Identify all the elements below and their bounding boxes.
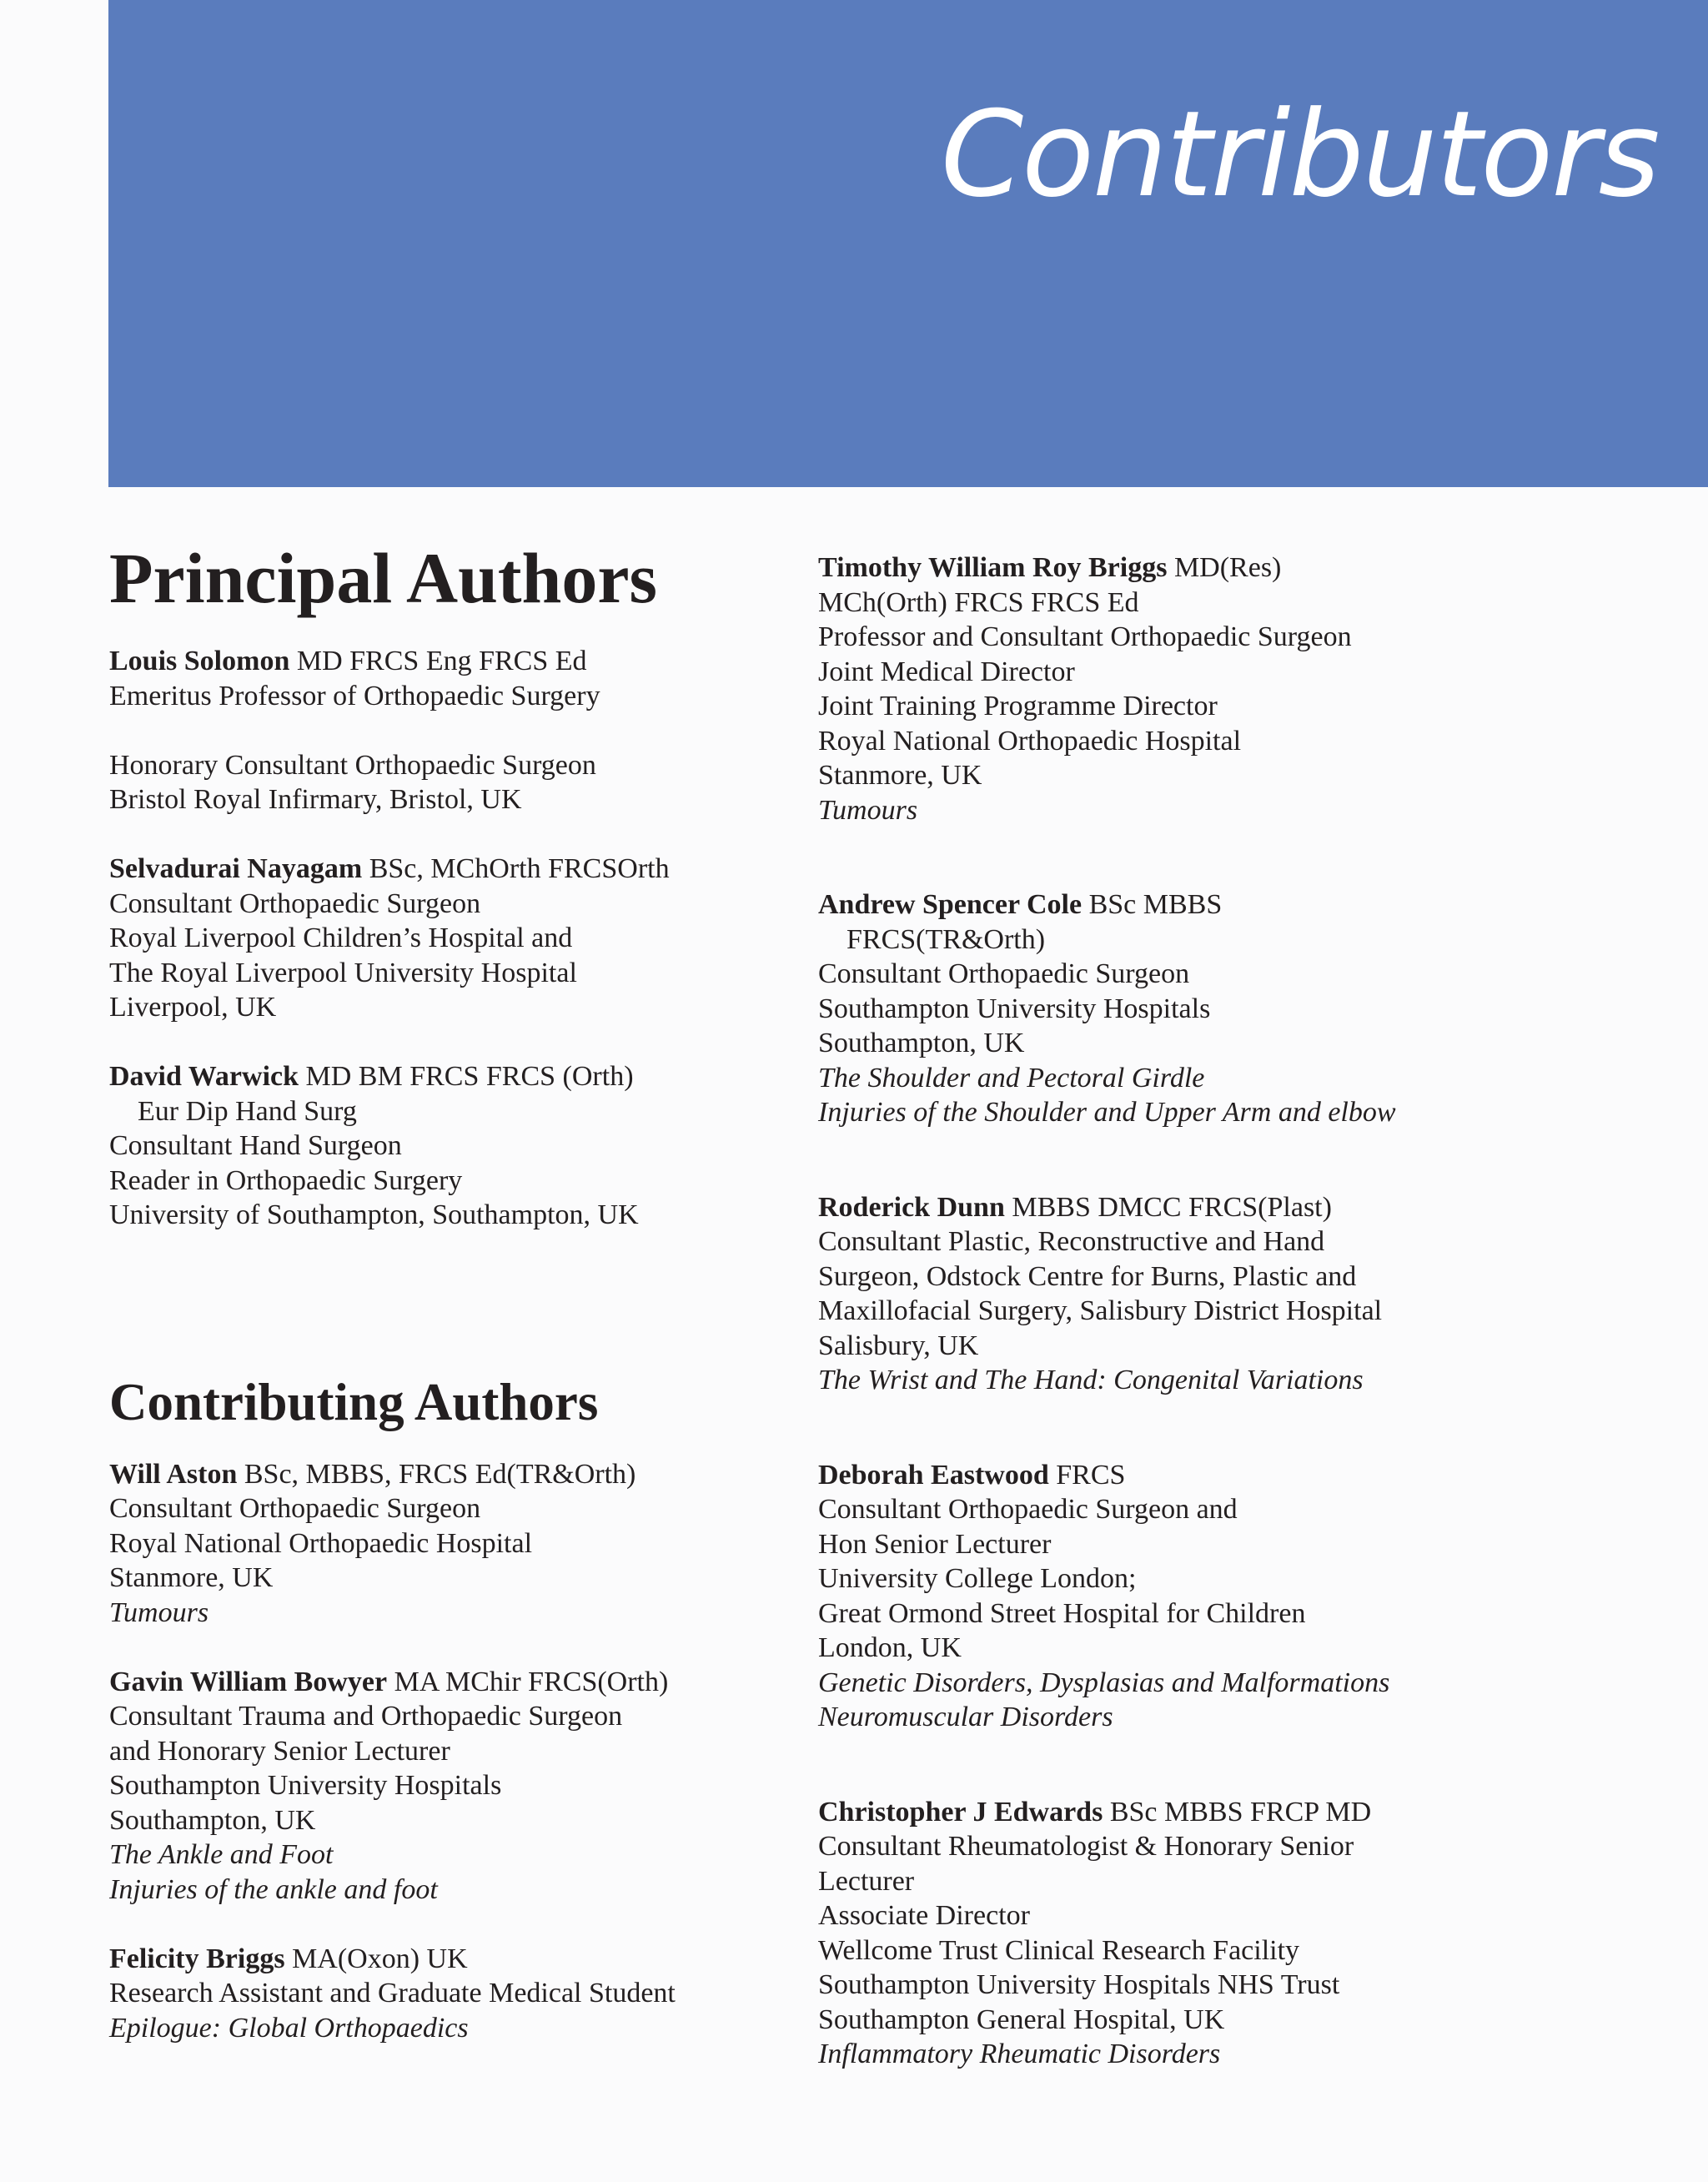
contributor-affiliation: Honorary Consultant Orthopaedic Surgeon [109, 749, 596, 781]
contributor-name: Timothy William Roy Briggs [818, 552, 1168, 583]
chapter-title: Epilogue: Global Orthopaedics [109, 2012, 469, 2044]
principal-authors-heading: Principal Authors [109, 538, 658, 618]
contributor-name: Roderick Dunn [818, 1191, 1005, 1223]
contributor-affiliation: Consultant Hand Surgeon [109, 1130, 402, 1161]
contributor-qualifications: BSc MBBS [1082, 889, 1223, 920]
left-column [109, 538, 810, 2045]
contributor-qualifications: FRCS [1048, 1459, 1126, 1491]
contributor-affiliation: Stanmore, UK [109, 1562, 274, 1593]
chapter-title: Injuries of the ankle and foot [109, 1873, 438, 1905]
contributor-affiliation: Southampton, UK [818, 1028, 1025, 1058]
contributor-affiliation: Surgeon, Odstock Centre for Burns, Plastic and [818, 1260, 1357, 1292]
contributor-affiliation: Lecturer [818, 1865, 915, 1897]
chapter-title: The Ankle and Foot [109, 1839, 334, 1870]
contributor-affiliation: Emeritus Professor of Orthopaedic Surgery [109, 680, 600, 711]
chapter-title: Tumours [818, 794, 918, 826]
contributor-entry [818, 1458, 1685, 1735]
chapter-title: Tumours [109, 1596, 209, 1628]
contributor-affiliation: Bristol Royal Infirmary, Bristol, UK [109, 784, 522, 815]
contributor-qualifications-continued: FRCS(TR&Orth) [846, 923, 1046, 955]
contributor-entry [109, 1665, 810, 1908]
contributor-affiliation: and Honorary Senior Lecturer [109, 1735, 450, 1767]
contributor-affiliation: Joint Medical Director [818, 656, 1075, 687]
contributor-name: Will Aston [109, 1458, 238, 1490]
contributor-name: Deborah Eastwood [818, 1459, 1049, 1491]
contributor-affiliation: University of Southampton, Southampton, UK [109, 1199, 639, 1230]
contributor-qualifications: BSc MBBS FRCP MD [1103, 1796, 1372, 1828]
contributor-affiliation: Consultant Orthopaedic Surgeon and [818, 1494, 1238, 1525]
contributor-entry [818, 1795, 1685, 2072]
contributor-entry [818, 887, 1685, 1130]
contributor-affiliation: Consultant Orthopaedic Surgeon [109, 887, 481, 919]
contributor-affiliation: Royal National Orthopaedic Hospital [109, 1527, 533, 1559]
contributor-affiliation: Stanmore, UK [818, 760, 982, 791]
contributor-affiliation: Consultant Orthopaedic Surgeon [818, 958, 1190, 989]
contributor-qualifications: BSc, MChOrth FRCSOrth [362, 853, 670, 884]
chapter-title: Neuromuscular Disorders [818, 1702, 1113, 1732]
contributor-affiliation: University College London; [818, 1563, 1137, 1594]
contributor-entry [818, 551, 1685, 827]
contributor-name: Christopher J Edwards [818, 1796, 1103, 1828]
contributor-affiliation: Southampton, UK [109, 1804, 316, 1836]
contributor-affiliation: Professor and Consultant Orthopaedic Surgeon [818, 621, 1352, 652]
contributor-qualifications: MD FRCS Eng FRCS Ed [289, 646, 587, 676]
contributor-affiliation: Wellcome Trust Clinical Research Facility [818, 1934, 1300, 1966]
chapter-title: Inflammatory Rheumatic Disorders [818, 2039, 1221, 2069]
contributor-name: David Warwick [109, 1061, 299, 1092]
contributor-qualifications: BSc, MBBS, FRCS Ed(TR&Orth) [237, 1458, 636, 1490]
contributor-affiliation: Research Assistant and Graduate Medical Student [109, 1978, 676, 2009]
contributor-entry [818, 1190, 1685, 1398]
contributor-affiliation: Consultant Orthopaedic Surgeon [109, 1493, 481, 1524]
contributor-qualifications: MA MChir FRCS(Orth) [387, 1666, 669, 1697]
contributor-affiliation: MCh(Orth) FRCS FRCS Ed [818, 586, 1139, 618]
chapter-title: The Wrist and The Hand: Congenital Variations [818, 1365, 1364, 1395]
contributor-name: Andrew Spencer Cole [818, 889, 1083, 920]
contributor-affiliation: London, UK [818, 1632, 962, 1663]
contributor-name: Felicity Briggs [109, 1943, 285, 1974]
page-title: Contributors [941, 86, 1659, 224]
contributor-affiliation: Consultant Rheumatologist & Honorary Senior [818, 1831, 1354, 1862]
contributor-affiliation: Consultant Plastic, Reconstructive and Hand [818, 1226, 1325, 1257]
contributor-qualifications: MD(Res) [1167, 552, 1282, 583]
contributor-affiliation: Southampton General Hospital, UK [818, 2004, 1225, 2035]
chapter-title: Injuries of the Shoulder and Upper Arm and elbow [818, 1097, 1396, 1128]
contributor-name: Gavin William Bowyer [109, 1666, 388, 1697]
contributor-affiliation: Liverpool, UK [109, 992, 277, 1023]
contributor-affiliation: Southampton University Hospitals [818, 993, 1211, 1024]
contributor-affiliation: Southampton University Hospitals NHS Trust [818, 1969, 1340, 2000]
contributor-qualifications: MD BM FRCS FRCS (Orth) [299, 1061, 634, 1092]
contributor-qualifications: MA(Oxon) UK [284, 1943, 468, 1974]
right-column [818, 551, 1685, 2072]
contributor-affiliation: Associate Director [818, 1900, 1030, 1931]
contributing-authors-heading: Contributing Authors [109, 1372, 599, 1431]
contributor-affiliation: Reader in Orthopaedic Surgery [109, 1164, 463, 1196]
contributor-affiliation: Southampton University Hospitals [109, 1770, 502, 1801]
contributor-entry [109, 644, 810, 817]
contributor-affiliation: Consultant Trauma and Orthopaedic Surgeon [109, 1701, 623, 1732]
contributor-affiliation: Joint Training Programme Director [818, 691, 1218, 721]
contributor-entry [109, 852, 810, 1025]
contributor-affiliation: The Royal Liverpool University Hospital [109, 957, 577, 988]
contributor-name: Selvadurai Nayagam [109, 853, 363, 884]
contributor-qualifications-continued: Eur Dip Hand Surg [138, 1095, 357, 1127]
contributor-entry [109, 1942, 810, 2046]
contributor-affiliation: Royal National Orthopaedic Hospital [818, 725, 1242, 757]
contributor-qualifications: MBBS DMCC FRCS(Plast) [1004, 1191, 1332, 1223]
contributor-entry [109, 1059, 810, 1233]
contributor-affiliation: Royal Liverpool Children’s Hospital and [109, 923, 573, 953]
chapter-title: Genetic Disorders, Dysplasias and Malformations [818, 1667, 1390, 1698]
title-banner [108, 0, 1708, 487]
contributor-affiliation: Hon Senior Lecturer [818, 1528, 1052, 1560]
contributor-affiliation: Salisbury, UK [818, 1330, 979, 1361]
contributor-name: Louis Solomon [109, 646, 290, 676]
contributor-affiliation: Great Ormond Street Hospital for Children [818, 1597, 1306, 1629]
chapter-title: The Shoulder and Pectoral Girdle [818, 1062, 1205, 1094]
contributor-affiliation: Maxillofacial Surgery, Salisbury District Hospital [818, 1295, 1383, 1326]
contributor-entry [109, 1457, 810, 1631]
